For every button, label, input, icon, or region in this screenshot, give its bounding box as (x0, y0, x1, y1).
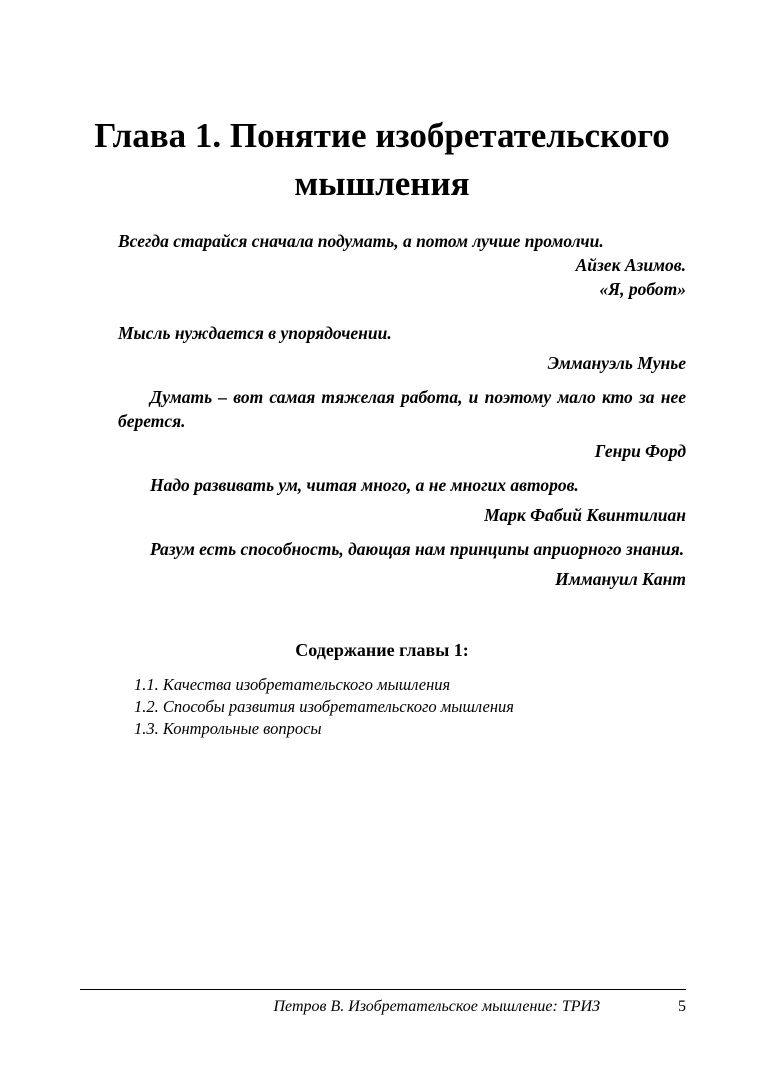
contents-item[interactable]: 1.1. Качества изобретательского мышления (134, 675, 451, 694)
page-number: 5 (678, 998, 686, 1015)
epigraph-author: Марк Фабий Квинтилиан (484, 505, 686, 525)
epigraphs (118, 229, 686, 591)
epigraph-author: Айзек Азимов. (575, 255, 686, 275)
contents-item[interactable]: 1.3. Контрольные вопросы (134, 719, 322, 738)
contents-list (134, 674, 514, 740)
epigraph-author: Иммануил Кант (555, 569, 686, 589)
epigraph-quote: Всегда старайся сначала подумать, а потом лучше промолчи. (118, 231, 604, 251)
spacer (118, 301, 686, 321)
epigraph-quote: Надо развивать ум, читая много, а не многих авторов. (150, 475, 579, 495)
epigraph-source: «Я, робот» (599, 279, 686, 299)
epigraph-author: Генри Форд (594, 441, 686, 461)
contents-heading: Содержание главы 1: (295, 640, 469, 660)
spacer (118, 375, 686, 385)
epigraph-quote: Разум есть способность, дающая нам принципы априорного знания. (150, 539, 685, 559)
spacer (118, 527, 686, 537)
epigraph-author: Эммануэль Мунье (547, 353, 686, 373)
footer-divider (80, 989, 686, 990)
epigraph-quote: Думать – вот самая тяжелая работа, и поэтому мало кто за нее берется. (118, 387, 686, 431)
contents-item[interactable]: 1.2. Способы развития изобретательского мышления (134, 697, 514, 716)
epigraph-quote: Мысль нуждается в упорядочении. (118, 323, 392, 343)
spacer (118, 463, 686, 473)
footer-running-title: Петров В. Изобретательское мышление: ТРИЗ (273, 998, 600, 1015)
chapter-title: Глава 1. Понятие изобретательского мышления (94, 116, 670, 203)
